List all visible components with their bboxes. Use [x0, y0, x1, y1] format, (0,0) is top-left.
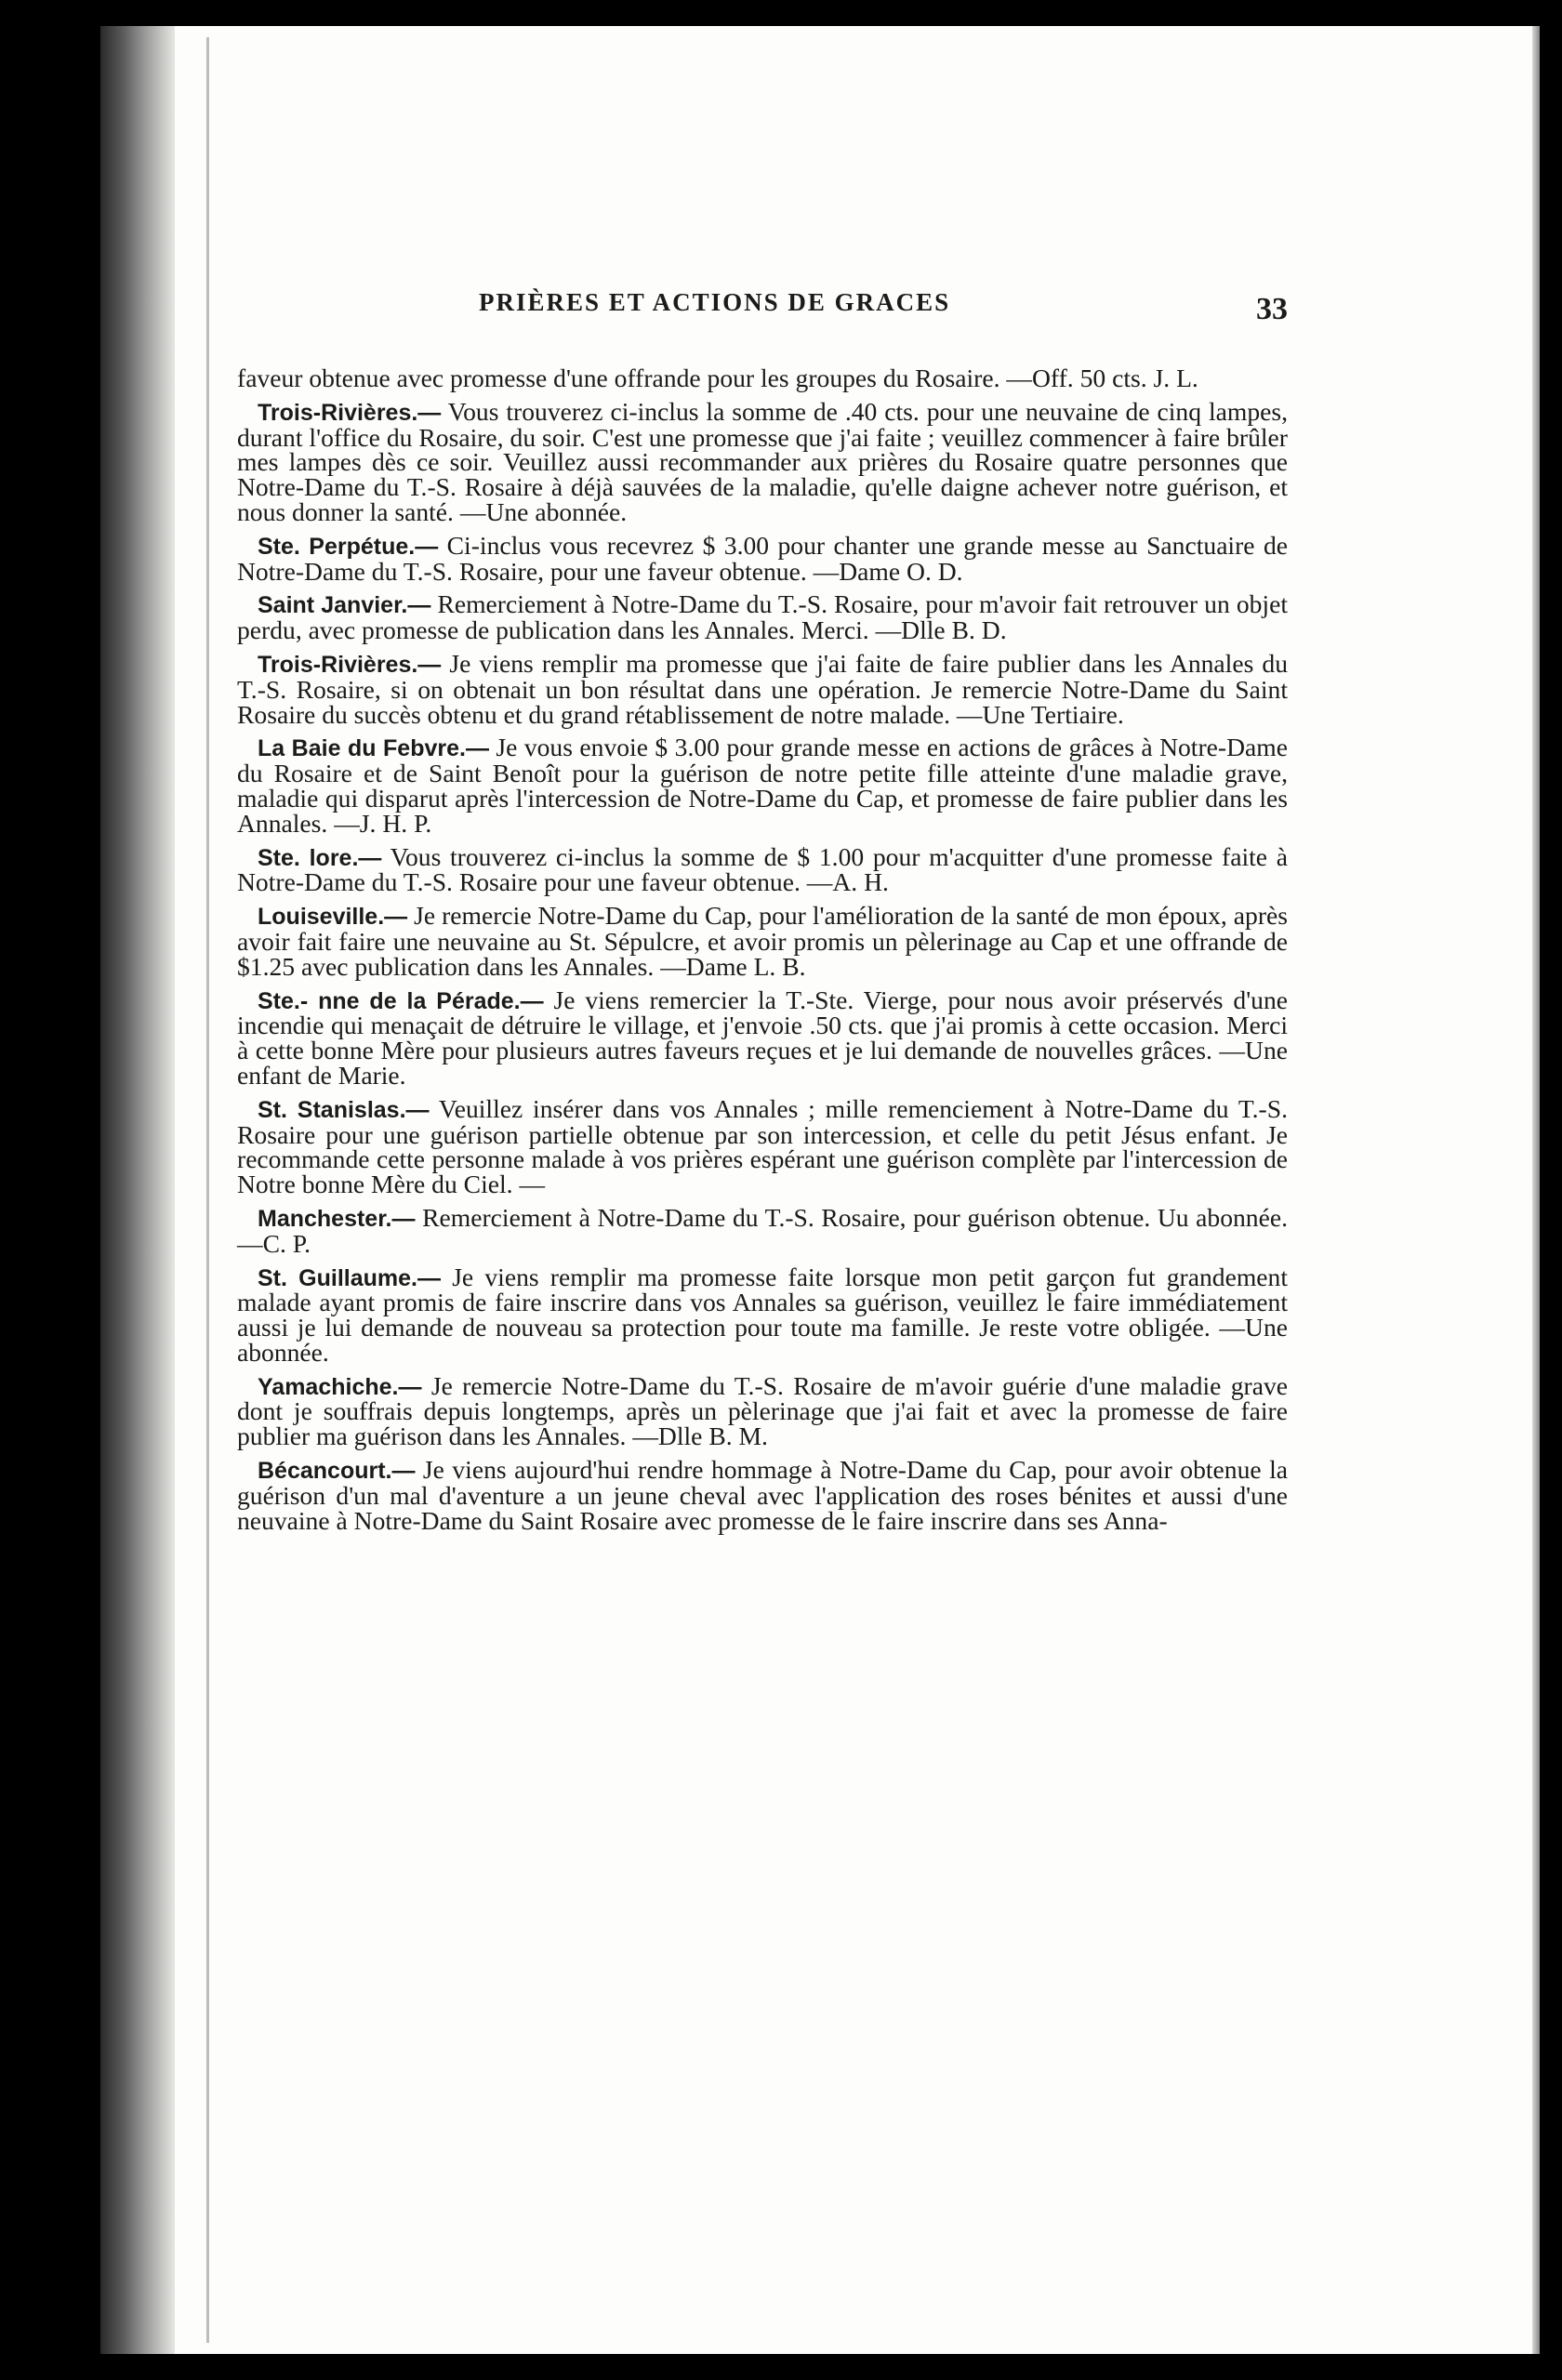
paragraph-text: Je remercie Notre-Dame du T.-S. Rosaire de m'avoir guérie d'une maladie grave dont je souffrais depuis longtemps, après un pèlerinage que j'ai fait et avec la promesse de faire publier ma guérison dans les Annales. —Dlle B. M.	[237, 1370, 1288, 1451]
page-edge	[1532, 26, 1540, 2354]
paragraph	[237, 530, 1288, 586]
running-title: PRIÈRES ET ACTIONS DE GRACES	[479, 288, 951, 316]
book-binding	[100, 26, 175, 2354]
book-page	[237, 288, 1288, 1541]
place-name: St. Stanislas.—	[258, 1096, 430, 1123]
place-name: Bécancourt.—	[258, 1458, 416, 1485]
paragraph	[237, 1370, 1288, 1451]
paragraph	[237, 396, 1288, 526]
paragraph	[237, 589, 1289, 645]
place-name: St. Guillaume.—	[258, 1264, 441, 1291]
paragraph-text: Je viens aujourd'hui rendre hommage à Notre-Dame du Cap, pour avoir obtenue la guérison d'un mal d'aventure a un jeune cheval avec l'application des roses bénites et aussi d'une neuvaine à Notre-Dame du Saint Rosaire avec promesse de le faire inscrire dans ses Anna-	[237, 1455, 1288, 1535]
paragraph	[237, 1202, 1288, 1258]
paragraph-text: Vous trouverez ci-inclus la somme de .40 cts. pour une neuvaine de cinq lampes, durant l'office du Rosaire, du soir. C'est une promesse que j'ai faite ; veuillez commencer à faire brûler mes lampes dès ce soir. Veuillez aussi recommander aux prières du Rosaire quatre personnes que Notre-Dame du T.-S. Rosaire à déjà sauvées de la maladie, qu'elle daigne achever notre guérison, et nous donner la santé. —Une abonnée.	[237, 396, 1288, 526]
paragraph	[237, 648, 1288, 729]
place-name: Saint Janvier.—	[258, 592, 431, 619]
place-name: Ste.- nne de la Pérade.—	[258, 987, 544, 1014]
page-number: 33	[1256, 292, 1288, 326]
paragraph	[237, 985, 1289, 1090]
body-text	[237, 366, 1288, 1533]
paragraph-text: Je viens remplir ma promesse faite lorsque mon petit garçon fut grandement malade ayant promis de faire inscrire dans vos Annales sa guérison, veuillez le faire immédiatement aussi je lui demande de nouveau sa protection pour toute ma famille. Je reste votre obligée. —Une abonnée.	[237, 1262, 1289, 1367]
paragraph-text: Veuillez insérer dans vos Annales ; mille remenciement à Notre-Dame du T.-S. Rosaire pour une guérison partielle obtenue par son intercession, et celle du petit Jésus enfant. Je recommande cette personne malade à vos prières espérant une guérison complète par l'intercession de Notre bonne Mère du Ciel. —	[237, 1093, 1288, 1199]
place-name: Louiseville.—	[258, 904, 408, 931]
paragraph-text: Je viens remercier la T.-Ste. Vierge, pour nous avoir préservés d'une incendie qui menaçait de détruire le village, et j'envoie .50 cts. que j'ai promis à cette occasion. Merci à cette bonne Mère pour plusieurs autres faveurs reçues et je lui demande de nouvelles grâces. —Une enfant de Marie.	[237, 985, 1289, 1090]
paragraph-text: Je vous envoie $ 3.00 pour grande messe en actions de grâces à Notre-Dame du Rosaire et de Saint Benoît pour la guérison de notre petite fille atteinte d'une maladie grave, maladie qui disparut après l'intercession de Notre-Dame du Cap, et promesse de faire publier dans les Annales. —J. H. P.	[237, 733, 1288, 838]
paragraph	[237, 841, 1289, 897]
place-name: Ste. lore.—	[258, 844, 382, 871]
paragraph	[237, 901, 1288, 981]
paragraph	[237, 735, 1288, 836]
place-name: Yamachiche.—	[258, 1373, 422, 1400]
place-name: Ste. Perpétue.—	[258, 533, 439, 560]
place-name: Trois-Rivières.—	[258, 651, 442, 678]
paragraph-text: Remerciement à Notre-Dame du T.-S. Rosaire, pour guérison obtenue. Uu abonnée. —C. P.	[237, 1202, 1288, 1258]
paragraph	[237, 1262, 1289, 1367]
paragraph-text: faveur obtenue avec promesse d'une offrande pour les groupes du Rosaire. —Off. 50 cts. J. L.	[237, 364, 1198, 392]
place-name: Trois-Rivières.—	[258, 399, 442, 426]
paragraph-text: Ci-inclus vous recevrez $ 3.00 pour chanter une grande messe au Sanctuaire de Notre-Dame du T.-S. Rosaire, pour une faveur obtenue. —Dame O. D.	[237, 530, 1288, 586]
paragraph-text: Vous trouverez ci-inclus la somme de $ 1.00 pour m'acquitter d'une promesse faite à Notre-Dame du T.-S. Rosaire pour une faveur obtenue. —A. H.	[237, 841, 1289, 897]
running-head	[237, 288, 1288, 325]
gutter-line	[206, 37, 209, 2343]
paragraph-text: Je viens remplir ma promesse que j'ai faite de faire publier dans les Annales du T.-S. Rosaire, si on obtenait un bon résultat dans une opération. Je remercie Notre-Dame du Saint Rosaire du succès obtenu et du grand rétablissement de notre malade. —Une Tertiaire.	[237, 648, 1288, 729]
place-name: Manchester.—	[258, 1205, 416, 1232]
paragraph	[237, 1455, 1288, 1535]
paragraph	[237, 1093, 1288, 1199]
place-name: La Baie du Febvre.—	[258, 735, 489, 762]
paragraph-text: Je remercie Notre-Dame du Cap, pour l'amélioration de la santé de mon époux, après avoir fait faire une neuvaine au St. Sépulcre, et avoir promis un pèlerinage au Cap et une offrande de $1.25 avec publication dans les Annales. —Dame L. B.	[237, 901, 1288, 981]
paragraph	[237, 366, 1288, 391]
paragraph-text: Remerciement à Notre-Dame du T.-S. Rosaire, pour m'avoir fait retrouver un objet perdu, avec promesse de publication dans les Annales. Merci. —Dlle B. D.	[237, 589, 1289, 645]
